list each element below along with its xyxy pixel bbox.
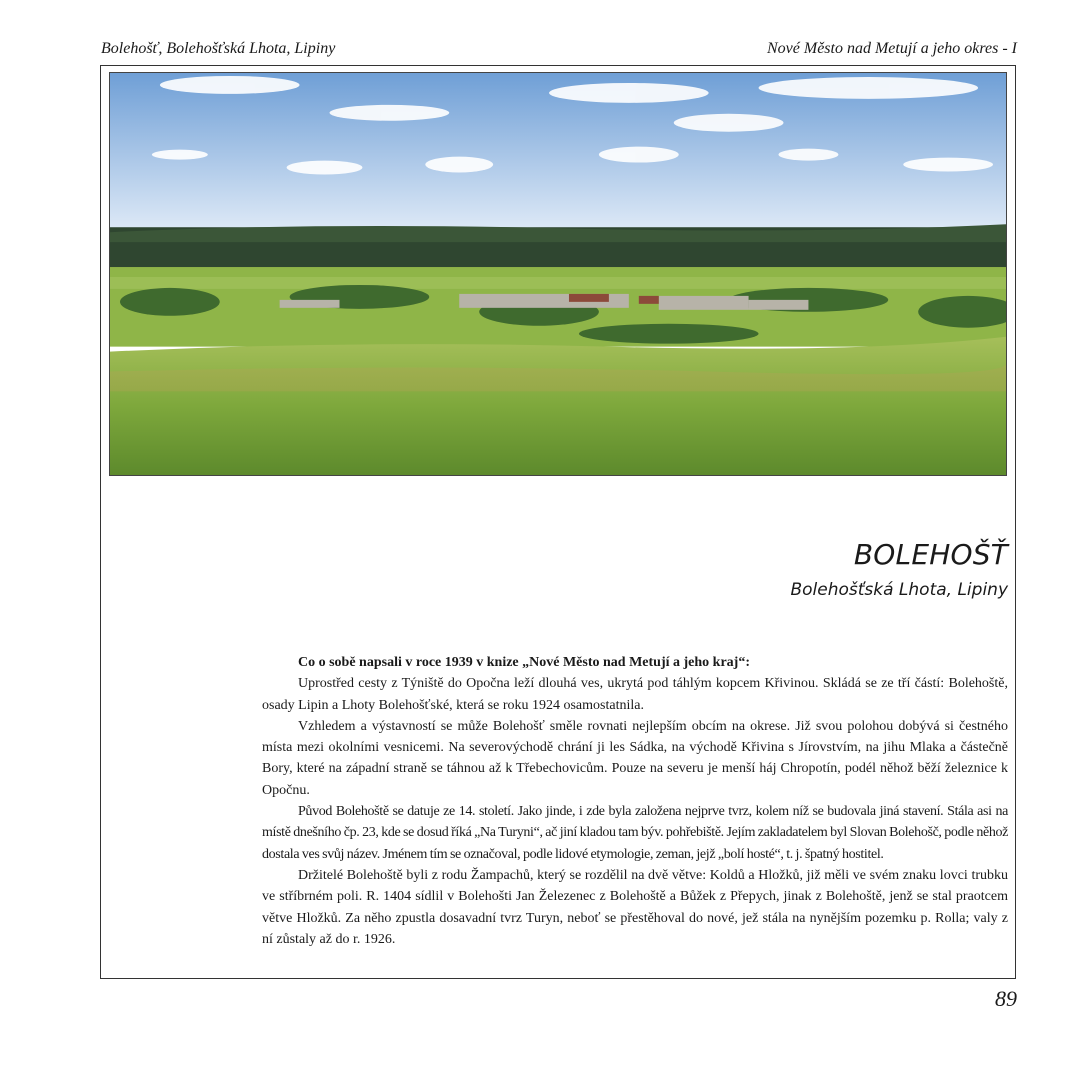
article-body xyxy=(262,652,1008,950)
page-number: 89 xyxy=(995,986,1017,1011)
article-paragraph: Uprostřed cesty z Týniště do Opočna leží dlouhá ves, ukrytá pod táhlým kopcem Křivinou. Skládá se ze tří částí: Bolehoště, osady Lipin a Lhoty Bolehošťské, která se roku 1924 osamostatnila. xyxy=(262,676,1008,713)
article-paragraph: Držitelé Bolehoště byli z rodu Žampachů, který se rozdělil na dvě větve: Koldů a Hložků, již měli ve svém znaku lovci trubku ve stříbrném poli. R. 1404 sídlil v Bolehošti Jan Železenec z Bolehoště a Bůžek z Přepych, jinak z Bolehoště, jenž se stal praotcem větve Hložků. Za něho zpustla dosavadní tvrz Turyn, neboť se přestěhoval do nové, jež stála na nynějším pozemku p. Rolla; valy z ní zůstaly až do r. 1926. xyxy=(262,867,1008,947)
running-head-left: Bolehošť, Bolehošťská Lhota, Lipiny xyxy=(101,40,336,57)
article-paragraph: Vzhledem a výstavností se může Bolehošť směle rovnati nejlepším obcím na okrese. Již svou polohou dobývá si čestného místa mezi okolními vesnicemi. Na severovýchodě chrání ji les Sádka, na východě Křivina s Jírovstvím, na jihu Mlaka a částečně Bory, které na západní straně se táhnou až k Třebechovicům. Pouze na severu je menší háj Chropotín, podél něhož běží železnice k Opočnu. xyxy=(262,718,1008,798)
landscape-photo xyxy=(109,72,1007,476)
article-intro: Co o sobě napsali v roce 1939 v knize „Nové Město nad Metují a jeho kraj“: xyxy=(298,655,750,670)
article-paragraph: Původ Bolehoště se datuje ze 14. století. Jako jinde, i zde byla založena nejprve tvrz, kolem níž se budovala jiná stavení. Stála asi na místě dnešního čp. 23, kde se dosud říká „Na Turyni“, ač jiní kladou tam býv. pohřebiště. Jejím zakladatelem byl Slovan Bolehošč, podle něhož dostala ves svůj název. Jménem tím se označoval, podle lidové etymologie, zeman, jejž „bolí hosté“, t. j. špatný hostitel. xyxy=(262,804,1008,862)
landscape-panorama-illustration xyxy=(110,73,1006,475)
article-subtitle: Bolehošťská Lhota, Lipiny xyxy=(790,580,1008,600)
article-title: BOLEHOŠŤ xyxy=(853,538,1008,571)
running-head-right: Nové Město nad Metují a jeho okres - I xyxy=(766,40,1017,57)
